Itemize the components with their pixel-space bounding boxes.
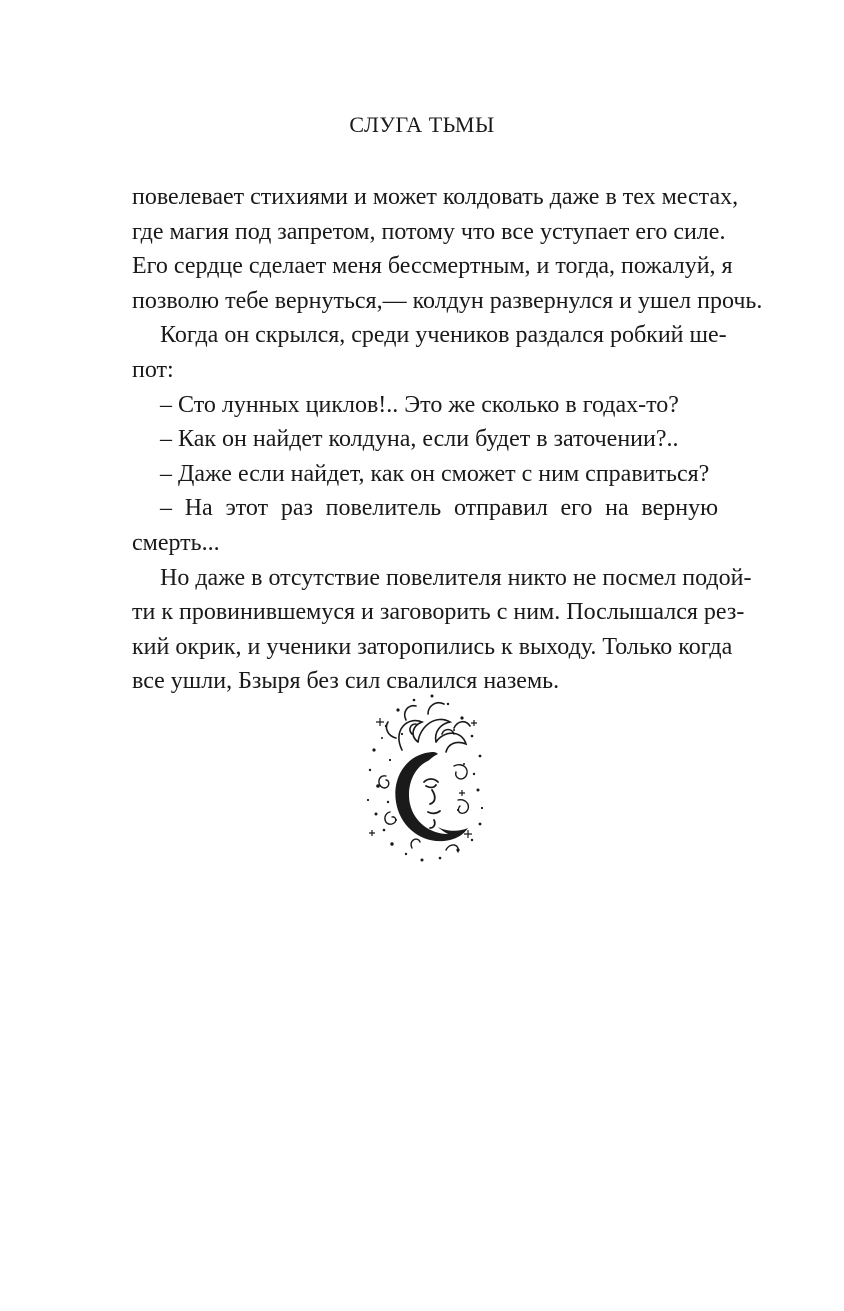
running-head: СЛУГА ТЬМЫ bbox=[349, 112, 495, 137]
text-line: кий окрик, и ученики заторопились к выходу. Только когда bbox=[132, 633, 733, 660]
text-line: Но даже в отсутствие повелителя никто не посмел подой- bbox=[160, 564, 752, 591]
text-line: Его сердце сделает меня бессмертным, и тогда, пожалуй, я bbox=[132, 253, 733, 280]
text-line: позволю тебе вернуться,— колдун развернулся и ушел прочь. bbox=[132, 287, 763, 314]
text-line: повелевает стихиями и может колдовать даже в тех местах, bbox=[132, 184, 739, 210]
dialogue-line: смерть... bbox=[132, 529, 220, 556]
dialogue-line: – Даже если найдет, как он сможет с ним справиться? bbox=[160, 460, 710, 487]
text-line: Когда он скрылся, среди учеников раздался робкий ше- bbox=[160, 322, 727, 349]
body-text bbox=[132, 180, 763, 699]
text-line: все ушли, Бзыря без сил свалился наземь. bbox=[132, 668, 560, 695]
text-line: ти к провинившемуся и заговорить с ним. Послышался рез- bbox=[132, 599, 745, 626]
dialogue-line: – На этот раз повелитель отправил его на верную bbox=[160, 495, 718, 522]
text-line: пот: bbox=[132, 356, 174, 383]
dialogue-line: – Сто лунных циклов!.. Это же сколько в годах-то? bbox=[160, 391, 679, 418]
dialogue-line: – Как он найдет колдуна, если будет в заточении?.. bbox=[160, 426, 679, 453]
text-line: где магия под запретом, потому что все уступает его силе. bbox=[132, 218, 726, 245]
crescent-moon-face-ornament-icon bbox=[362, 690, 488, 868]
